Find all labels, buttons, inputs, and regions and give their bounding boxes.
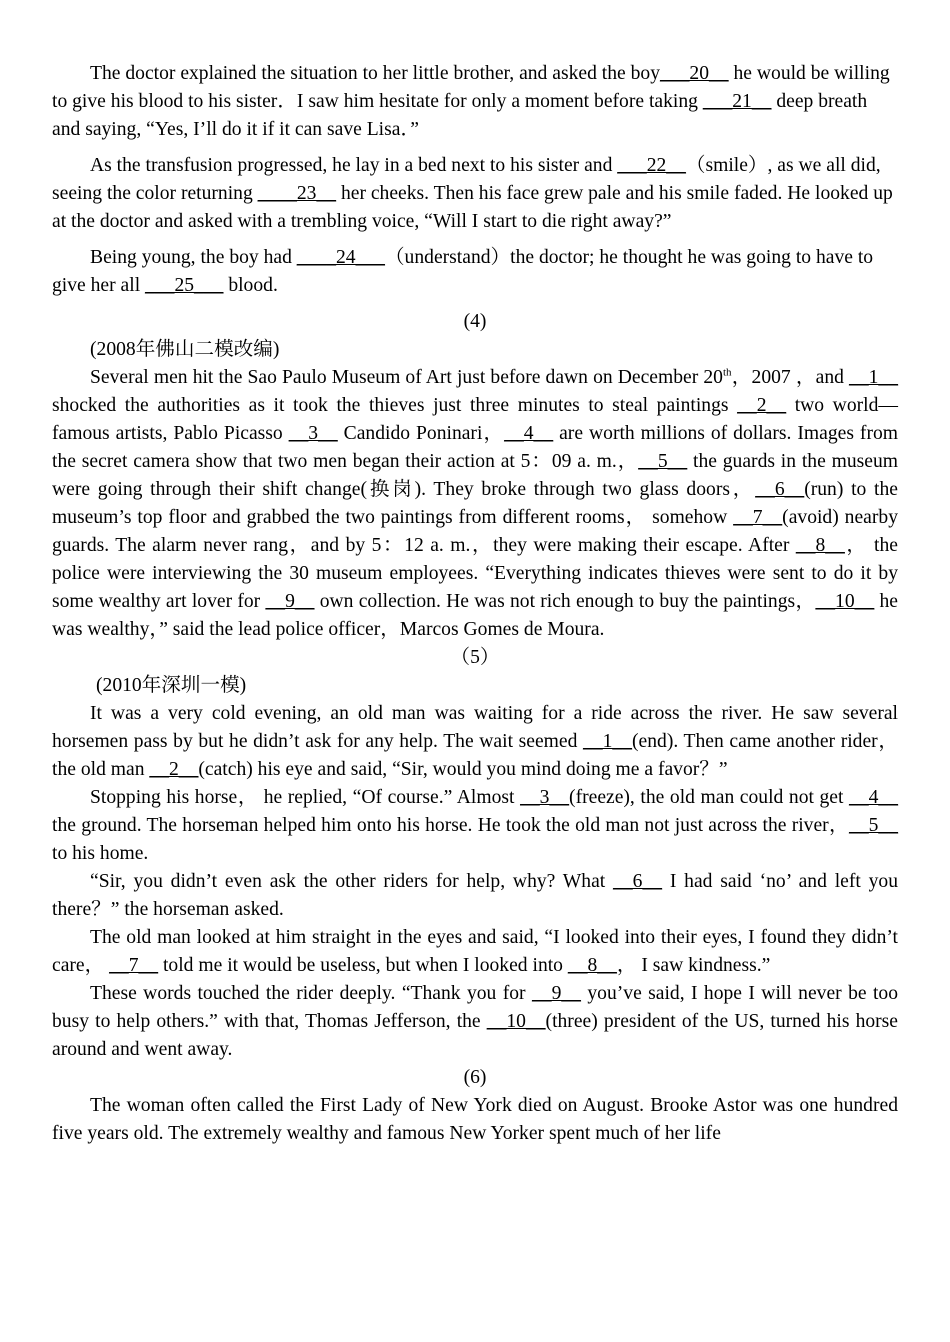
passage5-paragraph-2: Stopping his horse， he replied, “Of course.” Almost __3__(freeze), the old man could not get __4__ the ground. The horseman helped him onto his horse. He took the old man not just across the river，__5__ to his home. — [52, 787, 898, 864]
blank-21: ___21__ — [702, 91, 772, 112]
passage6-paragraph-1: The woman often called the First Lady of New York died on August. Brooke Astor was one hundred five years old. The extremely wealthy and famous New Yorker spent much of her life — [52, 1095, 898, 1144]
blank-1: __1__ — [849, 367, 898, 388]
passage4-paragraph-1: Several men hit the Sao Paulo Museum of Art just before dawn on December 20th，2007 ，and __1__ shocked the authorities as it took the thieves just three minutes to steal paintings __2__ two world— famous artists, Pablo Picasso __3__ Candido Poninari，__4__ are worth millions of dollars. Images from the secret camera show that two men began their action at 5：09 a. m.，__5__ the guards in the museum were going through their shift change(换岗). They broke through two glass doors，__6__(run) to the museum’s top floor and grabbed the two paintings from different rooms， somehow __7__(avoid) nearby guards. The alarm never rang，and by 5：12 a. m.，they were making their escape. After __8__， the police were interviewing the 30 museum employees. “Everything indicates thieves were sent to do it by some wealthy art lover for __9__ own collection. He was not rich enough to buy the paintings，__10__ he was wealthy，” said the lead police officer，Marcos Gomes de Moura. — [52, 366, 899, 640]
blank-8: __8__ — [567, 955, 617, 976]
blank-8: __8__ — [795, 535, 845, 556]
passage3-paragraph-2: As the transfusion progressed, he lay in a bed next to his sister and ___22__（smile）, as we all did, seeing the color returning ____23__ her cheeks. Then his face grew pale and his smile faded. He looked up at the doctor and asked with a trembling voice, “Will I start to die right away?” — [52, 155, 893, 232]
blank-3: __3__ — [288, 423, 338, 444]
blank-7: __7__ — [733, 507, 783, 528]
blank-9: __9__ — [531, 983, 581, 1004]
blank-6: __6__ — [755, 479, 805, 500]
passage5-paragraph-4: The old man looked at him straight in the eyes and said, “I looked into their eyes, I found they didn’t care， __7__ told me it would be useless, but when I looked into __8__， I saw kindness.” — [52, 927, 898, 976]
passage6-heading: (6) — [463, 1067, 487, 1088]
blank-2: __2__ — [737, 395, 787, 416]
blank-10: __10__ — [815, 591, 875, 612]
blank-23: ____23__ — [257, 183, 337, 204]
passage5-heading: （5） — [450, 647, 500, 668]
ordinal-suffix: th — [722, 366, 732, 379]
blank-1: __1__ — [583, 731, 632, 752]
blank-2: __2__ — [149, 759, 199, 780]
passage3-paragraph-3: Being young, the boy had ____24___（understand）the doctor; he thought he was going to have to give her all ___25___ blood. — [52, 247, 874, 296]
blank-24: ____24___ — [296, 247, 385, 268]
blank-10: __10__ — [486, 1011, 546, 1032]
blank-6: __6__ — [613, 871, 663, 892]
blank-22: ___22__ — [617, 155, 686, 176]
passage3-paragraph-1: The doctor explained the situation to her little brother, and asked the boy___20__ he would be willing to give his blood to his sister．I saw him hesitate for only a moment before taking ___21__ deep breath and saying, “Yes, I’ll do it if it can save Lisa．” — [52, 63, 890, 140]
blank-25: ___25___ — [145, 275, 224, 296]
blank-20: ___20__ — [660, 63, 729, 84]
blank-5: __5__ — [638, 451, 688, 472]
passage5-paragraph-5: These words touched the rider deeply. “Thank you for __9__ you’ve said, I hope I will never be too busy to help others.” with that, Thomas Jefferson, the __10__(three) president of the US, turned his horse around and went away. — [52, 983, 899, 1060]
blank-7: __7__ — [109, 955, 159, 976]
passage4-heading: (4) — [463, 311, 487, 332]
passage5-paragraph-1: It was a very cold evening, an old man was waiting for a ride across the river. He saw several horsemen pass by but he didn’t ask for any help. The wait seemed __1__(end). Then came another rider，the old man __2__(catch) his eye and said, “Sir, would you mind doing me a favor？” — [52, 703, 898, 780]
passage5-paragraph-3: “Sir, you didn’t even ask the other riders for help, why? What __6__ I had said ‘no’ and left you there？” the horseman asked. — [52, 871, 898, 920]
blank-4: __4__ — [849, 787, 898, 808]
blank-9: __9__ — [265, 591, 315, 612]
blank-4: __4__ — [504, 423, 554, 444]
blank-3: __3__ — [520, 787, 570, 808]
passage4-source: (2008年佛山二模改编) — [90, 339, 280, 360]
passage5-source: (2010年深圳一模) — [96, 675, 247, 696]
blank-5: __5__ — [849, 815, 898, 836]
